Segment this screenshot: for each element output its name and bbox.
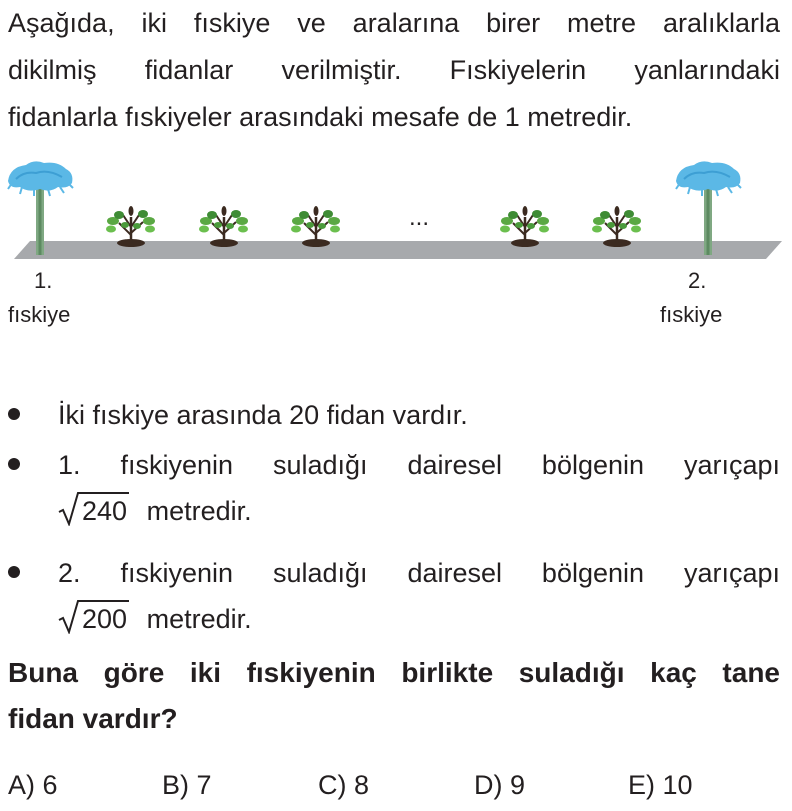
- radical-sign-icon: [58, 492, 80, 526]
- sprinkler-figure: [0, 155, 792, 345]
- bullet-dot: [8, 458, 20, 470]
- choice-a[interactable]: A) 6: [8, 770, 58, 800]
- radius-expression: [58, 496, 252, 526]
- question: [8, 650, 780, 742]
- radius-expression: [58, 604, 252, 634]
- plant-icon: [291, 206, 340, 247]
- sprinkler-1-icon: [8, 161, 73, 255]
- bullet-text: 2. fıskiyenin suladığı dairesel bölgenin yarıçapı: [58, 558, 780, 588]
- intro-line: Aşağıda, iki fıskiye ve aralarına birer metre aralıklarla: [8, 8, 780, 38]
- intro-line: dikilmiş fidanlar verilmiştir. Fıskiyelerin yanlarındaki: [8, 55, 780, 85]
- intro-line: fidanlarla fıskiyeler arasındaki mesafe de 1 metredir.: [8, 102, 633, 132]
- plant-icon: [106, 206, 155, 247]
- label-sprinkler-1-number: 1.: [34, 268, 53, 293]
- choice-b[interactable]: B) 7: [162, 770, 212, 800]
- plant-icon: [500, 206, 549, 247]
- plant-icon: [199, 206, 248, 247]
- label-sprinkler-2-number: 2.: [688, 268, 707, 293]
- choice-e[interactable]: E) 10: [628, 770, 693, 800]
- square-root: [58, 596, 129, 642]
- bullet-text: 1. fıskiyenin suladığı dairesel bölgenin yarıçapı: [58, 450, 780, 480]
- radicand: 240: [80, 492, 129, 528]
- ellipsis: ...: [409, 204, 430, 231]
- radicand: 200: [80, 600, 129, 636]
- choice-c[interactable]: C) 8: [318, 770, 370, 800]
- square-root: [58, 488, 129, 534]
- problem-intro: [8, 0, 780, 141]
- bullet-dot: [8, 408, 20, 420]
- choice-d[interactable]: D) 9: [474, 770, 526, 800]
- sprinkler-diagram: [0, 155, 792, 265]
- answer-choices: [0, 765, 792, 805]
- label-sprinkler-1-word: fıskiye: [8, 302, 71, 327]
- question-line: fidan vardır?: [8, 703, 178, 734]
- unit-text: metredir.: [146, 604, 252, 634]
- radical-sign-icon: [58, 600, 80, 634]
- bullet-text: İki fıskiye arasında 20 fidan vardır.: [58, 400, 468, 430]
- bullet-dot: [8, 566, 20, 578]
- sprinkler-2-icon: [676, 161, 741, 255]
- label-sprinkler-2-word: fıskiye: [660, 302, 723, 327]
- unit-text: metredir.: [146, 496, 252, 526]
- question-line: Buna göre iki fıskiyenin birlikte suladığı kaç tane: [8, 657, 780, 688]
- plant-icon: [592, 206, 641, 247]
